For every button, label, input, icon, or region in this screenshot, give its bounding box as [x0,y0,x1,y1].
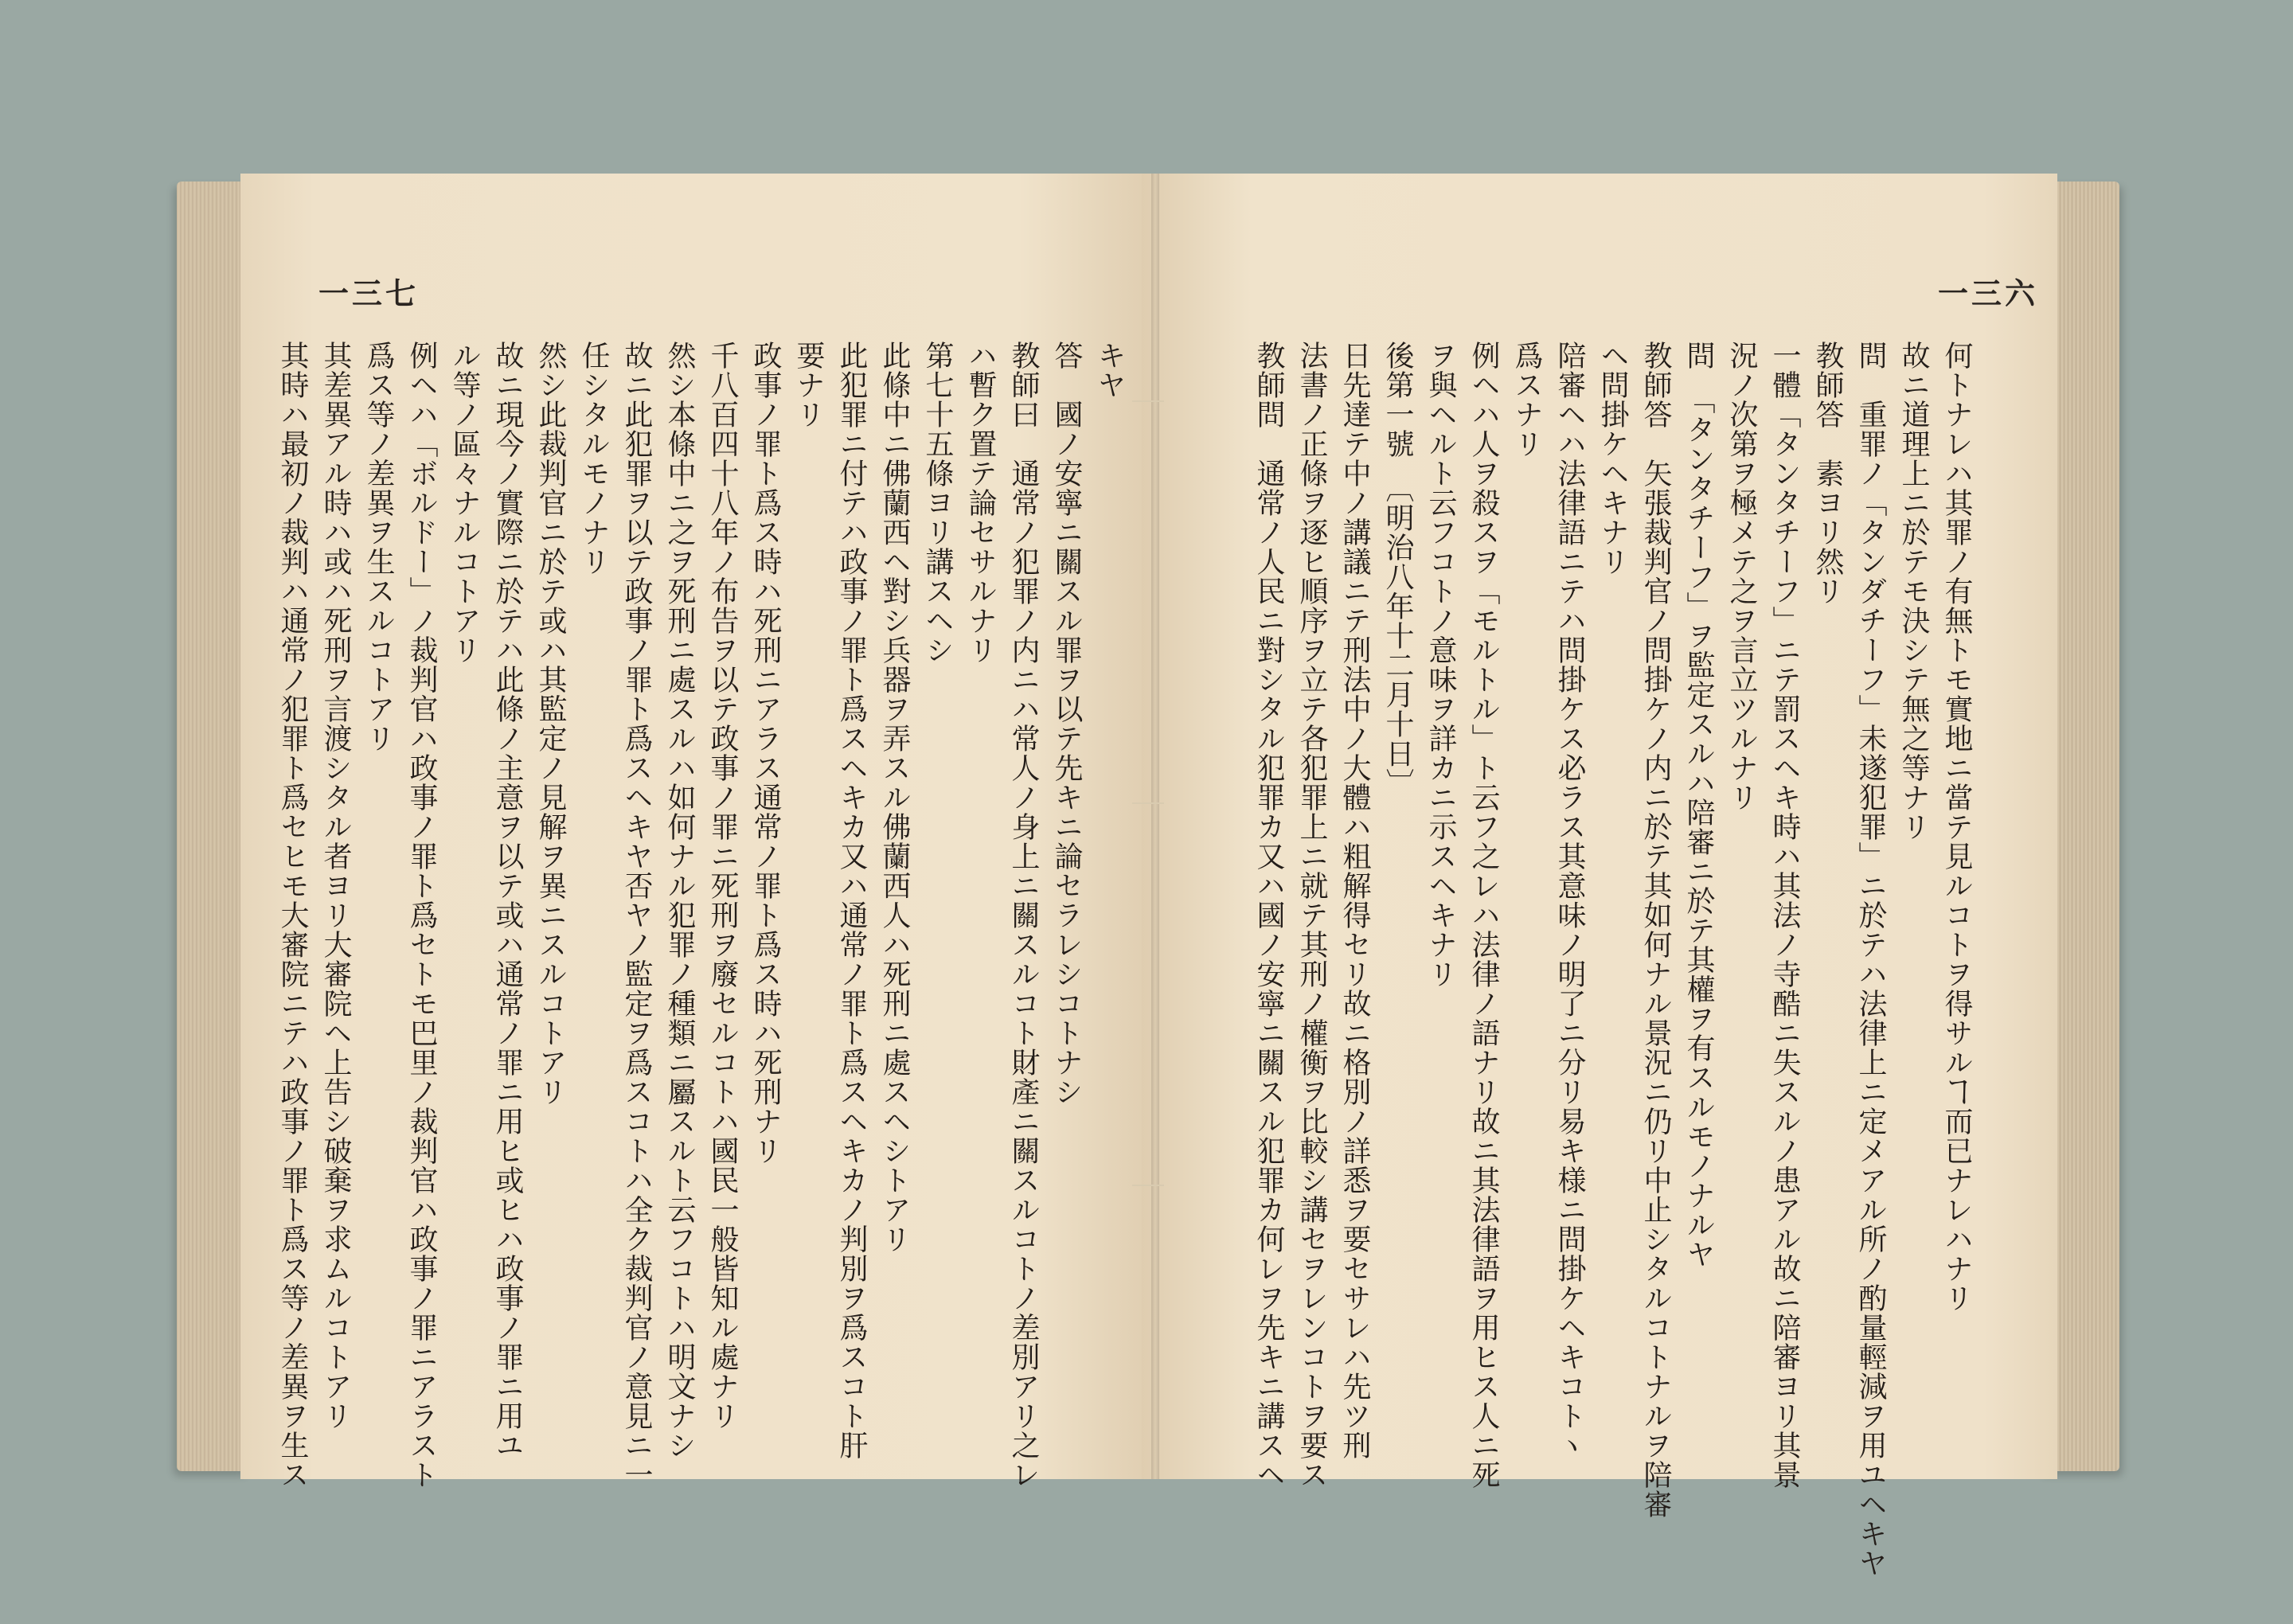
binding-thread [1132,1185,1164,1197]
text-line: 其時ハ最初ノ裁判ハ通常ノ犯罪ト爲セヒモ大審院ニテハ政事ノ罪ト爲ス等ノ差異ヲ生ス [276,341,309,1489]
text-line: 要ナリ [792,341,825,429]
book-gutter [1151,174,1159,1479]
text-line: 其差異アル時ハ或ハ死刑ヲ言渡シタル者ヨリ大審院ヘ上告シ破棄ヲ求ムルコトアリ [319,341,352,1431]
text-line: ヘ問掛ケヘキナリ [1596,341,1629,576]
text-line: ル等ノ區々ナルコトアリ [448,341,481,665]
left-page [240,174,1156,1489]
text-line: 教師問 通常ノ人民ニ對シタル犯罪カ又ハ國ノ安寧ニ關スル犯罪カ何レヲ先キニ講スヘ [1252,341,1285,1489]
text-line: 後第一號 〔明治八年十二月十日〕 [1381,341,1414,798]
text-line: 問 重罪ノ「タンダチーフ」未遂犯罪」ニ於テハ法律上ニ定メアル所ノ酌量輕減ヲ用ユヘキヤ [1854,341,1887,1578]
page-edges-left [177,182,248,1471]
text-line: 陪審ヘハ法律語ニテハ問掛ケス必ラス其意味ノ明了ニ分リ易キ様ニ問掛ケヘキコトヽ [1553,341,1586,1460]
text-line: 任シタルモノナリ [577,341,610,576]
text-line: 此條中ニ佛蘭西ヘ對シ兵器ヲ弄スル佛蘭西人ハ死刑ニ處スヘシトアリ [878,341,911,1254]
text-line: 第七十五條ヨリ講スヘシ [921,341,954,665]
page-number-left: 一三七 [318,275,420,311]
text-line: 故ニ道理上ニ於テモ決シテ無之等ナリ [1897,341,1930,841]
text-line: 何トナレハ其罪ノ有無トモ實地ニ當テ見ルコトヲ得サルヿ而已ナレハナリ [1940,341,1973,1313]
text-line: 法書ノ正條ヲ逐ヒ順序ヲ立テ各犯罪上ニ就テ其刑ノ權衡ヲ比較シ講セヲレンコトヲ要ス [1295,341,1328,1489]
text-line: 故ニ此犯罪ヲ以テ政事ノ罪ト爲スヘキヤ否ヤノ監定ヲ爲スコトハ全ク裁判官ノ意見ニ一 [620,341,653,1489]
text-line: 問 「タンタチーフ」ヲ監定スルハ陪審ニ於テ其權ヲ有スルモノナルヤ [1682,341,1715,1269]
text-line: 爲スナリ [1510,341,1543,459]
text-line: 政事ノ罪ト爲ス時ハ死刑ニアラス通常ノ罪ト爲ス時ハ死刑ナリ [749,341,782,1165]
text-line: キヤ [1093,341,1126,400]
binding-thread [1132,802,1164,815]
text-line: 爲ス等ノ差異ヲ生スルコトアリ [362,341,395,753]
text-line: 然シ此裁判官ニ於テ或ハ其監定ノ見解ヲ異ニスルコトアリ [534,341,567,1107]
right-page [1142,174,2057,1578]
text-line: 例ヘハ「ボルドー」ノ裁判官ハ政事ノ罪ト爲セトモ巴里ノ裁判官ハ政事ノ罪ニアラスト [405,341,438,1489]
text-line: ハ暫ク置テ論セサルナリ [964,341,997,665]
text-line: ヲ與ヘルト云フコトノ意味ヲ詳カニ示スヘキナリ [1424,341,1457,989]
text-line: 例ヘハ人ヲ殺スヲ「モルトル」ト云フ之レハ法律ノ語ナリ故ニ其法律語ヲ用ヒス人ニ死 [1467,341,1500,1489]
text-line: 一體「タンタチーフ」ニテ罰スヘキ時ハ其法ノ寺酷ニ失スルノ患アル故ニ陪審ヨリ其景 [1768,341,1801,1489]
text-line: 教師答 素ヨリ然リ [1811,341,1844,606]
right-page-text [1229,341,1978,1578]
text-line: 教師曰 通常ノ犯罪ノ内ニハ常人ノ身上ニ關スルコト財產ニ關スルコトノ差別アリ之レ [1007,341,1040,1489]
text-line: 日先達テ中ノ講議ニテ刑法中ノ大體ハ粗解得セリ故ニ格別ノ詳悉ヲ要セサレハ先ツ刑 [1338,341,1371,1460]
text-line: 千八百四十八年ノ布告ヲ以テ政事ノ罪ニ死刑ヲ廢セルコトハ國民一般皆知ル處ナリ [706,341,739,1431]
open-book [177,174,2119,1578]
text-line: 故ニ現今ノ實際ニ於テハ此條ノ主意ヲ以テ或ハ通常ノ罪ニ用ヒ或ヒハ政事ノ罪ニ用ユ [491,341,524,1460]
text-line: 況ノ次第ヲ極メテ之ヲ言立ツルナリ [1725,341,1758,812]
page-number-right: 一三六 [1938,275,2039,311]
text-line: 答 國ノ安寧ニ關スル罪ヲ以テ先キニ論セラレシコトナシ [1050,341,1083,1107]
text-line: 然シ本條中ニ之ヲ死刑ニ處スルハ如何ナル犯罪ノ種類ニ屬スルト云フコトハ明文ナシ [663,341,696,1460]
text-line: 教師答 矢張裁判官ノ問掛ケノ内ニ於テ其如何ナル景況ニ仍リ中止シタルコトナルヲ陪審 [1639,341,1672,1519]
left-page-text [276,341,1131,1489]
text-line: 此犯罪ニ付テハ政事ノ罪ト爲スヘキカ又ハ通常ノ罪ト爲スヘキカノ判別ヲ爲スコト肝 [835,341,868,1460]
binding-thread [1132,400,1164,413]
